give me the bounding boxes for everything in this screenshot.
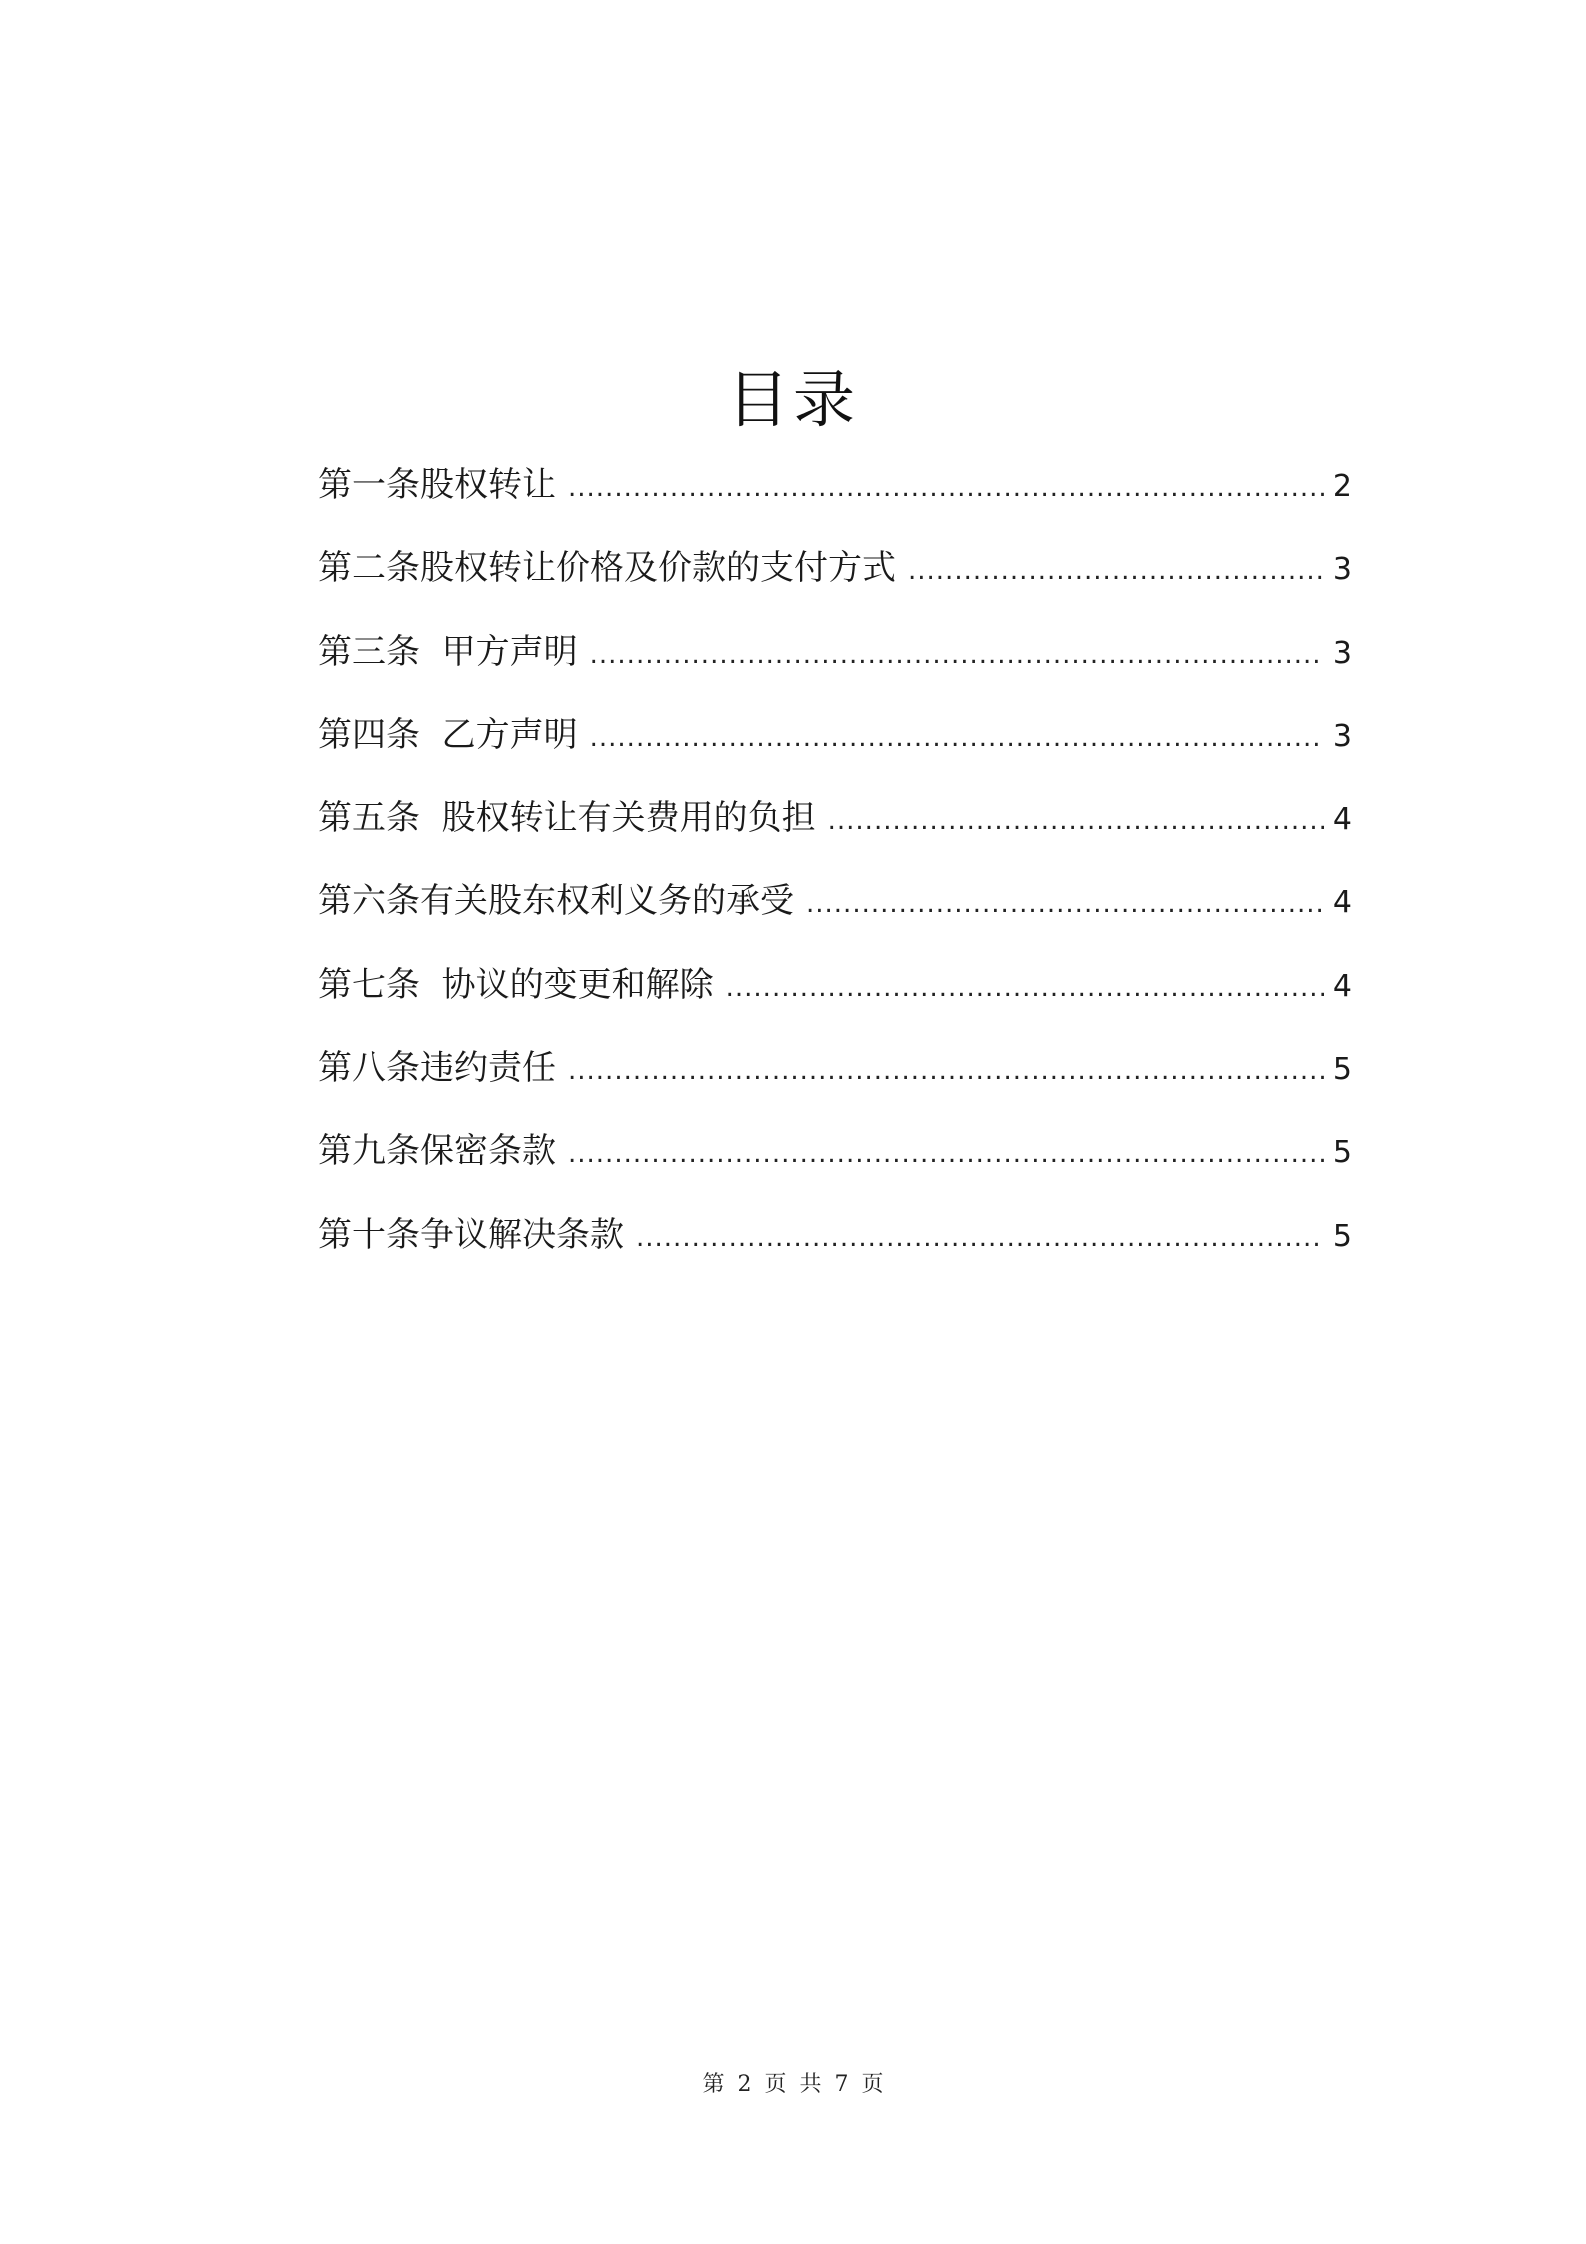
- toc-entry-label: 第四条 乙方声明: [318, 714, 578, 755]
- toc-dot-leader: [636, 1208, 1324, 1268]
- page-footer: 第 2 页 共 7 页: [702, 2072, 884, 2097]
- toc-dot-leader: [806, 874, 1324, 934]
- toc-entry-3[interactable]: [318, 622, 1352, 705]
- toc-dot-leader: [568, 1124, 1324, 1184]
- toc-entry-8[interactable]: [318, 1038, 1352, 1121]
- toc-entry-2[interactable]: [318, 538, 1352, 621]
- toc-entry-page: 3: [1332, 635, 1352, 671]
- toc-dot-leader: [590, 708, 1324, 768]
- toc-entry-page: 4: [1332, 885, 1352, 921]
- toc-entry-label: 第三条 甲方声明: [318, 631, 578, 672]
- toc-entry-label: 第十条争议解决条款: [318, 1214, 624, 1255]
- toc-entry-9[interactable]: [318, 1121, 1352, 1204]
- toc-entry-page: 5: [1332, 1135, 1352, 1171]
- toc-entry-10[interactable]: [318, 1205, 1352, 1288]
- toc-entry-label: 第六条有关股东权利义务的承受: [318, 881, 794, 922]
- toc-dot-leader: [590, 625, 1324, 685]
- toc-entry-page: 4: [1332, 968, 1352, 1004]
- toc-entry-1[interactable]: [318, 455, 1352, 538]
- toc-dot-leader: [568, 458, 1324, 518]
- toc-title: 目录: [726, 363, 859, 436]
- toc-entry-label: 第二条股权转让价格及价款的支付方式: [318, 548, 896, 589]
- toc-entry-page: 2: [1332, 469, 1352, 504]
- toc-dot-leader: [726, 958, 1324, 1018]
- toc-dot-leader: [908, 541, 1324, 601]
- toc-entry-label: 第九条保密条款: [318, 1131, 556, 1172]
- toc-entry-page: 5: [1332, 1052, 1352, 1088]
- toc-entry-label: 第七条 协议的变更和解除: [318, 964, 714, 1005]
- toc-entry-page: 3: [1332, 718, 1352, 754]
- toc-entry-page: 4: [1332, 802, 1352, 838]
- toc-entry-6[interactable]: [318, 871, 1352, 954]
- toc-entry-label: 第八条违约责任: [318, 1048, 556, 1089]
- toc-dot-leader: [568, 1041, 1324, 1101]
- toc-list: [318, 455, 1352, 1288]
- toc-entry-page: 5: [1332, 1218, 1352, 1254]
- toc-entry-page: 3: [1332, 552, 1352, 588]
- toc-entry-label: 第一条股权转让: [318, 465, 556, 505]
- toc-entry-7[interactable]: [318, 955, 1352, 1038]
- toc-dot-leader: [828, 791, 1324, 851]
- toc-entry-5[interactable]: [318, 788, 1352, 871]
- toc-entry-label: 第五条 股权转让有关费用的负担: [318, 798, 816, 839]
- toc-entry-4[interactable]: [318, 705, 1352, 788]
